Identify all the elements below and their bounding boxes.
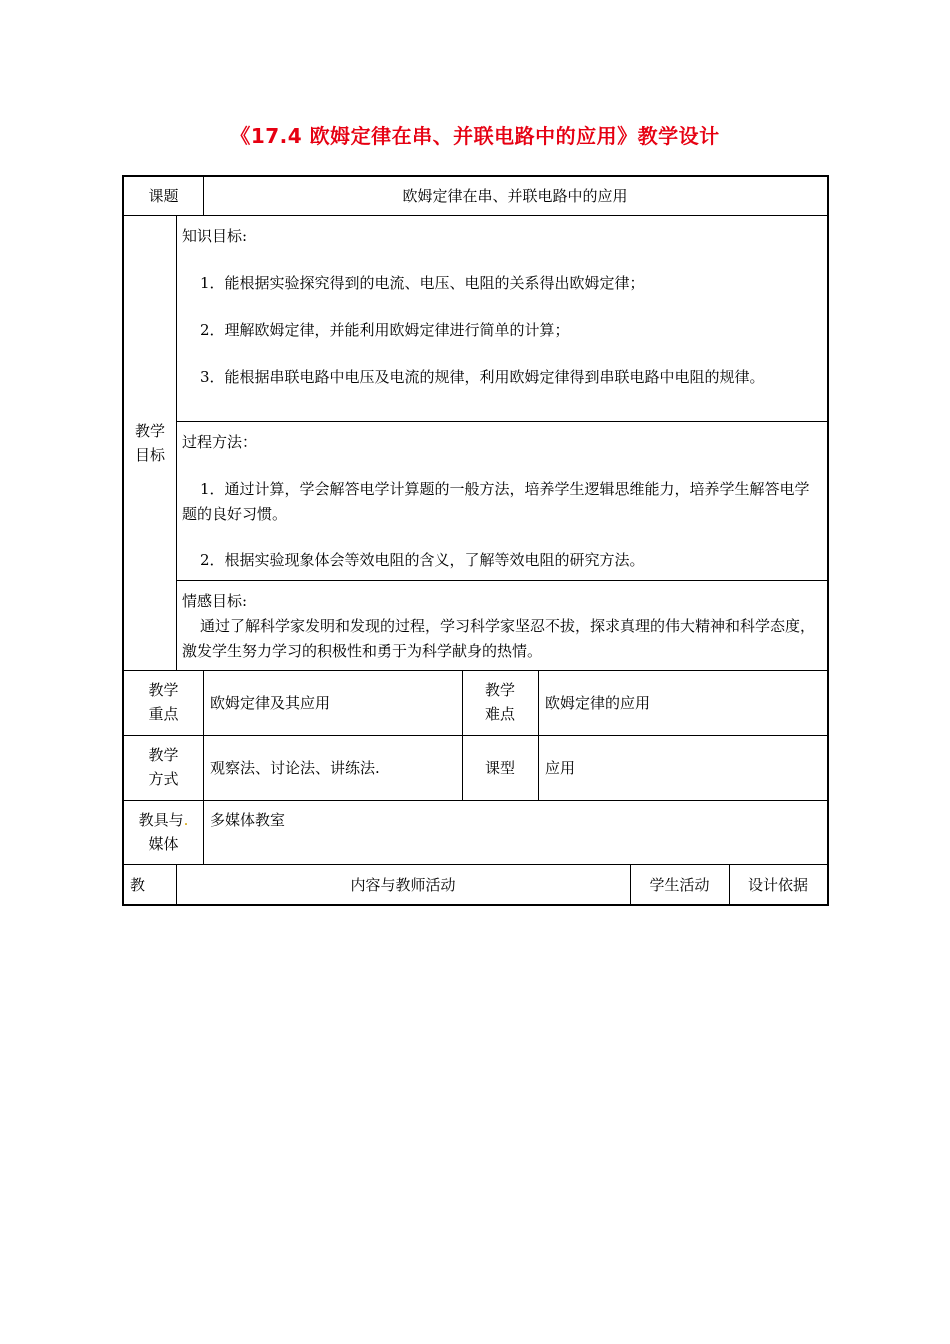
- process-item: 2．根据实验现象体会等效电阻的含义，了解等效电阻的研究方法。: [200, 551, 645, 569]
- type-label: 课型: [484, 759, 515, 777]
- key-label: 教学 重点: [148, 681, 179, 723]
- knowledge-item: 1．能根据实验探究得到的电流、电压、电阻的关系得出欧姆定律；: [200, 274, 645, 292]
- media-value: 多媒体教室: [210, 811, 286, 829]
- type-value: 应用: [545, 759, 576, 777]
- row-divider: [176, 421, 827, 422]
- topic-value: 欧姆定律在串、并联电路中的应用: [402, 187, 628, 205]
- marker-dot: .: [183, 811, 189, 829]
- goals-label: 教学 目标: [134, 422, 165, 464]
- row-divider: [124, 670, 827, 671]
- knowledge-heading: 知识目标:: [182, 227, 248, 245]
- emotion-heading: 情感目标:: [182, 592, 248, 610]
- footer-col-student: 学生活动: [649, 876, 710, 894]
- row-divider: [124, 864, 827, 865]
- method-value: 观察法、讨论法、讲练法.: [210, 759, 380, 777]
- difficulty-value: 欧姆定律的应用: [545, 694, 651, 712]
- method-label: 教学 方式: [148, 746, 179, 788]
- footer-col-basis: 设计依据: [747, 876, 808, 894]
- media-label: 教具与. 媒体: [138, 811, 189, 853]
- process-heading: 过程方法：: [182, 433, 258, 451]
- col-divider: [538, 670, 539, 800]
- col-divider: [176, 215, 177, 670]
- knowledge-item: 3．能根据串联电路中电压及电流的规律，利用欧姆定律得到串联电路中电阻的规律。: [200, 368, 765, 386]
- row-divider: [124, 735, 827, 736]
- knowledge-item: 2．理解欧姆定律，并能利用欧姆定律进行简单的计算；: [200, 321, 570, 339]
- row-divider: [176, 580, 827, 581]
- topic-label: 课题: [148, 187, 179, 205]
- difficulty-label: 教学 难点: [484, 681, 515, 723]
- footer-col-content: 内容与教师活动: [350, 876, 456, 894]
- page-title: 《17.4 欧姆定律在串、并联电路中的应用》教学设计: [230, 124, 720, 148]
- key-value: 欧姆定律及其应用: [210, 694, 331, 712]
- row-divider: [124, 215, 827, 216]
- process-item: 1．通过计算，学会解答电学计算题的一般方法，培养学生逻辑思维能力，培养学生解答电学题的良好习惯。: [182, 480, 810, 523]
- col-divider: [203, 670, 204, 864]
- emotion-text: 通过了解科学家发明和发现的过程，学习科学家坚忍不拔，探求真理的伟大精神和科学态度，激发学生努力学习的积极性和勇于为科学献身的热情。: [182, 617, 816, 660]
- row-divider: [124, 800, 827, 801]
- footer-col-teach: 教: [130, 876, 146, 894]
- lesson-plan-table: [122, 175, 829, 906]
